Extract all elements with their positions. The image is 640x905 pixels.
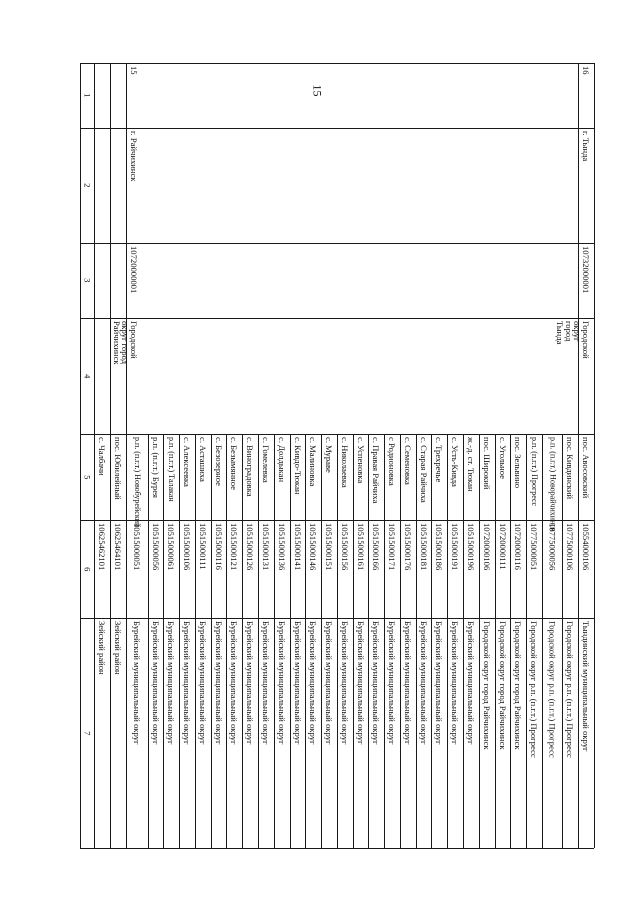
city-district [555,318,594,434]
cell-c5-text: с. Кивдо-Тюкан [292,437,303,495]
cell-c7-text: Бурейский муниципальный округ [355,621,366,745]
cell-c7-text: Бурейский муниципальный округ [260,621,271,745]
cell-c7-text: Бурейский муниципальный округ [387,621,398,745]
cell-c5-text: р.п. (п.г.т.) Новобурейский [132,437,142,528]
cell-c6-text: 10515000126 [245,523,256,571]
cell-c5-text: пос. Кивдинский [565,437,576,500]
cell-c5-text: пос. Зельвино [513,437,524,489]
cell-c6-text: 10515000136 [276,523,287,571]
cell-c5 [195,434,211,520]
cell-c7-text: Бурейский муниципальный округ [292,621,303,745]
cell-c6 [94,520,110,618]
cell-c7-text: Бурейский муниципальный округ [150,621,161,745]
city-code-text: 10720000001 [128,246,139,294]
cell-c7-text: Бурейский муниципальный округ [402,621,413,745]
cell-c7-text: Бурейский муниципальный округ [465,621,476,745]
cell-c7-text: Бурейский муниципальный округ [276,621,287,745]
cell-c6 [384,520,400,618]
cell-c6-text: 10515000116 [213,523,224,570]
cell-c6 [353,520,369,618]
data-table [80,63,594,848]
cell-c7 [400,618,416,848]
cell-c7 [163,618,179,848]
cell-c5 [211,434,227,520]
cell-c6-text: 10775000051 [528,523,539,571]
cell-c5-text: с. Чалбачи [97,437,108,476]
cell-c6-text: 10515000191 [450,523,461,571]
cell-c5 [495,434,511,520]
cell-c6 [242,520,258,618]
cell-c7-text: Городской округ р.п. (п.г.т.) Прогресс [565,621,576,758]
city-name-text: г. Райчихинск [128,131,139,182]
header-cell-2-text: 2 [82,183,93,188]
city-code-text: 10732000001 [581,246,592,294]
cell-c6 [195,520,211,618]
cell-c6-text: 10515000181 [418,523,429,571]
cell-c7-text: Зейский район [97,621,108,675]
cell-c7 [274,618,290,848]
cell-c5 [110,434,126,520]
cell-c5 [126,434,148,528]
cell-c6 [510,520,526,618]
city-name-text: г. Тында [581,131,592,162]
cell-c5 [179,434,195,520]
cell-c6 [258,520,274,618]
column-divider [80,848,594,849]
cell-c6-text: 10515000121 [229,523,240,571]
cell-c6-text: 10515000176 [402,523,413,571]
cell-c6 [337,520,353,618]
cell-c6-text: 10515000196 [465,523,476,571]
cell-c6-text: 10515000106 [182,523,193,571]
cell-c5 [578,434,594,520]
cell-c7-text: Городской округ р.п. (п.г.т.) Прогресс [528,621,539,758]
cell-c6-text: 10515000186 [434,523,445,571]
cell-c5-text: с. Безымянное [229,437,240,490]
cell-c7 [321,618,337,848]
cell-c5 [368,434,384,520]
cell-c5-text: р.п. (п.г.т.) Прогресс [529,437,539,507]
cell-c7 [211,618,227,848]
cell-c5-text: с. Малиновка [308,437,319,487]
cell-c6-text: 10515000141 [292,523,303,571]
cell-c5-text: с. Правая Райчиха [371,437,382,504]
cell-c6-text: 10554000106 [581,523,592,571]
cell-c7-text: Бурейский муниципальный округ [166,621,177,745]
cell-c7-text: Городской округ р.п. (п.г.т.) Прогресс [547,621,558,758]
cell-c5 [353,434,369,520]
cell-c5-text: с. Угольное [497,437,508,479]
cell-c5-text: р.п. (п.г.т.) Талакан [167,437,177,502]
cell-c5 [526,434,542,520]
cell-c5 [290,434,306,520]
header-cell-3-text: 3 [82,278,93,283]
cell-c6 [179,520,195,618]
cell-c6-text: 10515000061 [166,523,177,571]
cell-c7-text: Городской округ город Райчихинск [497,621,508,750]
cell-c7-text: Бурейский муниципальный округ [371,621,382,745]
cell-c7 [195,618,211,848]
header-cell-6 [80,520,94,618]
row-number [126,63,150,128]
cell-c5 [431,434,447,520]
city-district [111,318,150,434]
cell-c6 [400,520,416,618]
cell-c6 [148,520,164,618]
cell-c6-text: 10720000116 [513,523,524,570]
cell-c7 [479,618,495,848]
cell-c7 [510,618,526,848]
cell-c7 [526,618,542,848]
cell-c5-text: с. Семеновка [402,437,413,485]
cell-c7 [384,618,400,848]
cell-c5 [562,434,578,520]
cell-c5 [416,434,432,520]
cell-c6-text: 10625462101 [97,523,108,571]
cell-c5 [94,434,110,520]
cell-c5-text: с. Долдыкан [276,437,287,483]
cell-c7-text: Бурейский муниципальный округ [323,621,334,745]
city-name [126,128,150,243]
cell-c7 [110,618,126,848]
header-cell-4 [80,318,94,434]
cell-c5-text: с. Безозерное [213,437,224,486]
cell-c7-text: Бурейский муниципальный округ [229,621,240,745]
cell-c5-text: с. Успеновка [355,437,366,484]
cell-c5 [447,434,463,520]
cell-c7-text: Бурейский муниципальный округ [182,621,193,745]
column-divider [80,128,594,129]
cell-c7-text: Зейский район [113,621,124,675]
cell-c5-text: с. Мураве [323,437,334,473]
cell-c7 [578,618,594,848]
cell-c6 [447,520,463,618]
cell-c6 [226,520,242,618]
header-cell-1 [80,63,94,128]
cell-c7 [179,618,195,848]
cell-c6-text: 10625464101 [113,523,124,571]
cell-c7 [337,618,353,848]
cell-c6-text: 10720000111 [497,523,508,570]
cell-c5-text: с. Усть-Кивда [450,437,461,487]
cell-c6 [368,520,384,618]
cell-c5-text: с. Николаевка [339,437,350,488]
cell-c5 [463,434,479,520]
cell-c6-text: 10515000146 [308,523,319,571]
cell-c7 [258,618,274,848]
cell-c7 [542,618,563,848]
cell-c5 [400,434,416,520]
cell-c7 [126,618,148,848]
cell-c7-text: Городской округ город Райчихинск [481,621,492,750]
cell-c6 [163,520,179,618]
cell-c6 [126,520,148,618]
cell-c7-text: Бурейский муниципальный округ [131,621,142,745]
cell-c5-text: с. Трехречье [434,437,445,483]
cell-c6 [562,520,578,618]
city-district-text: Городской округ город Райчихинск [111,321,139,365]
cell-c5-text: р.п. (п.г.т.) Бурея [150,437,161,499]
cell-c7 [353,618,369,848]
cell-c5-text: с Родионовка [387,437,398,486]
cell-c6 [542,520,563,618]
column-divider [80,63,594,64]
row-number [578,63,594,128]
cell-c7 [368,618,384,848]
cell-c7-text: Бурейский муниципальный округ [197,621,208,745]
cell-c6 [305,520,321,618]
cell-c6-text: 10515000131 [260,523,271,571]
cell-c6 [321,520,337,618]
page-number: 15 [310,84,325,96]
cell-c7 [226,618,242,848]
cell-c7 [148,618,164,848]
header-cell-4-text: 4 [82,373,93,379]
cell-c5 [384,434,400,520]
header-cell-3 [80,243,94,318]
cell-c7 [463,618,479,848]
cell-c7 [416,618,432,848]
cell-c5-text: ж.-д. ст. Тюкан [465,437,476,492]
cell-c7 [495,618,511,848]
cell-c7-text: Бурейский муниципальный округ [339,621,350,745]
cell-c5 [479,434,495,520]
cell-c6-text: 10775000106 [565,523,576,571]
cell-c6-text: 10515000111 [197,523,208,570]
row-number-text: 16 [581,66,592,75]
cell-c7-text: Бурейский муниципальный округ [418,621,429,745]
cell-c5-text: с. Виноградовка [245,437,256,497]
cell-c7-text: Городской округ город Райчихинск [513,621,524,750]
header-cell-7-text: 7 [82,730,93,736]
cell-c7-text: Тындинский муниципальный округ [581,621,592,752]
cell-c7 [305,618,321,848]
cell-c5 [305,434,321,520]
cell-c6 [211,520,227,618]
cell-c7 [562,618,578,848]
cell-c6-text: 10515000151 [323,523,334,571]
cell-c5-text: пос. Юбилейный [113,437,124,500]
cell-c6-text: 10515000166 [371,523,382,571]
cell-c6 [290,520,306,618]
cell-c5 [542,434,563,532]
header-cell-1-text: 1 [82,93,93,98]
cell-c6 [479,520,495,618]
city-code [578,243,594,318]
column-divider [80,243,594,244]
cell-c5 [321,434,337,520]
city-code [126,243,150,318]
cell-c5-text: пос. Широкий [481,437,492,490]
cell-c6 [274,520,290,618]
cell-c6-text: 10515000171 [387,523,398,571]
cell-c7 [94,618,110,848]
header-cell-5-text: 5 [82,474,93,480]
cell-c5-text: с. Асташиха [197,437,208,482]
cell-c7 [290,618,306,848]
cell-c6-text: 10720000106 [481,523,492,571]
cell-c5 [337,434,353,520]
row-divider [594,63,595,848]
cell-c6 [578,520,594,618]
city-district-text: Городской округ город Тында [555,321,592,359]
cell-c6-text: 10515000051 [131,523,142,571]
header-cell-5 [80,434,94,520]
cell-c6 [416,520,432,618]
cell-c6-text: 10515000056 [150,523,161,571]
cell-c5 [242,434,258,520]
cell-c6 [495,520,511,618]
cell-c5 [274,434,290,520]
row-number-text: 15 [128,66,139,75]
city-name [578,128,594,243]
cell-c7-text: Бурейский муниципальный округ [245,621,256,745]
cell-c6-text: 10515000161 [355,523,366,571]
cell-c7 [447,618,463,848]
column-divider [80,318,594,319]
cell-c5-text: с. Алексеевка [182,437,193,487]
cell-c7-text: Бурейский муниципальный округ [450,621,461,745]
header-cell-6-text: 6 [82,566,93,572]
cell-c7-text: Бурейский муниципальный округ [434,621,445,745]
cell-c6-text: 10515000156 [339,523,350,571]
cell-c5 [148,434,164,520]
cell-c6 [526,520,542,618]
cell-c5 [226,434,242,520]
cell-c7-text: Бурейский муниципальный округ [213,621,224,745]
header-cell-7 [80,618,94,848]
cell-c5-text: р.п. (п.г.т.) Новорайчихинск [548,437,558,532]
cell-c7 [242,618,258,848]
cell-c6 [463,520,479,618]
cell-c7-text: Бурейский муниципальный округ [308,621,319,745]
cell-c7 [431,618,447,848]
cell-c6 [431,520,447,618]
cell-c5 [510,434,526,520]
cell-c5 [258,434,274,520]
cell-c6-text: 10775000056 [547,523,558,571]
cell-c5-text: с. Старая Райчиха [418,437,429,503]
cell-c5-text: с. Гомелевка [260,437,271,483]
cell-c6 [110,520,126,618]
cell-c5-text: пос. Авосовский [581,437,592,499]
cell-c5 [163,434,179,520]
header-cell-2 [80,128,94,243]
